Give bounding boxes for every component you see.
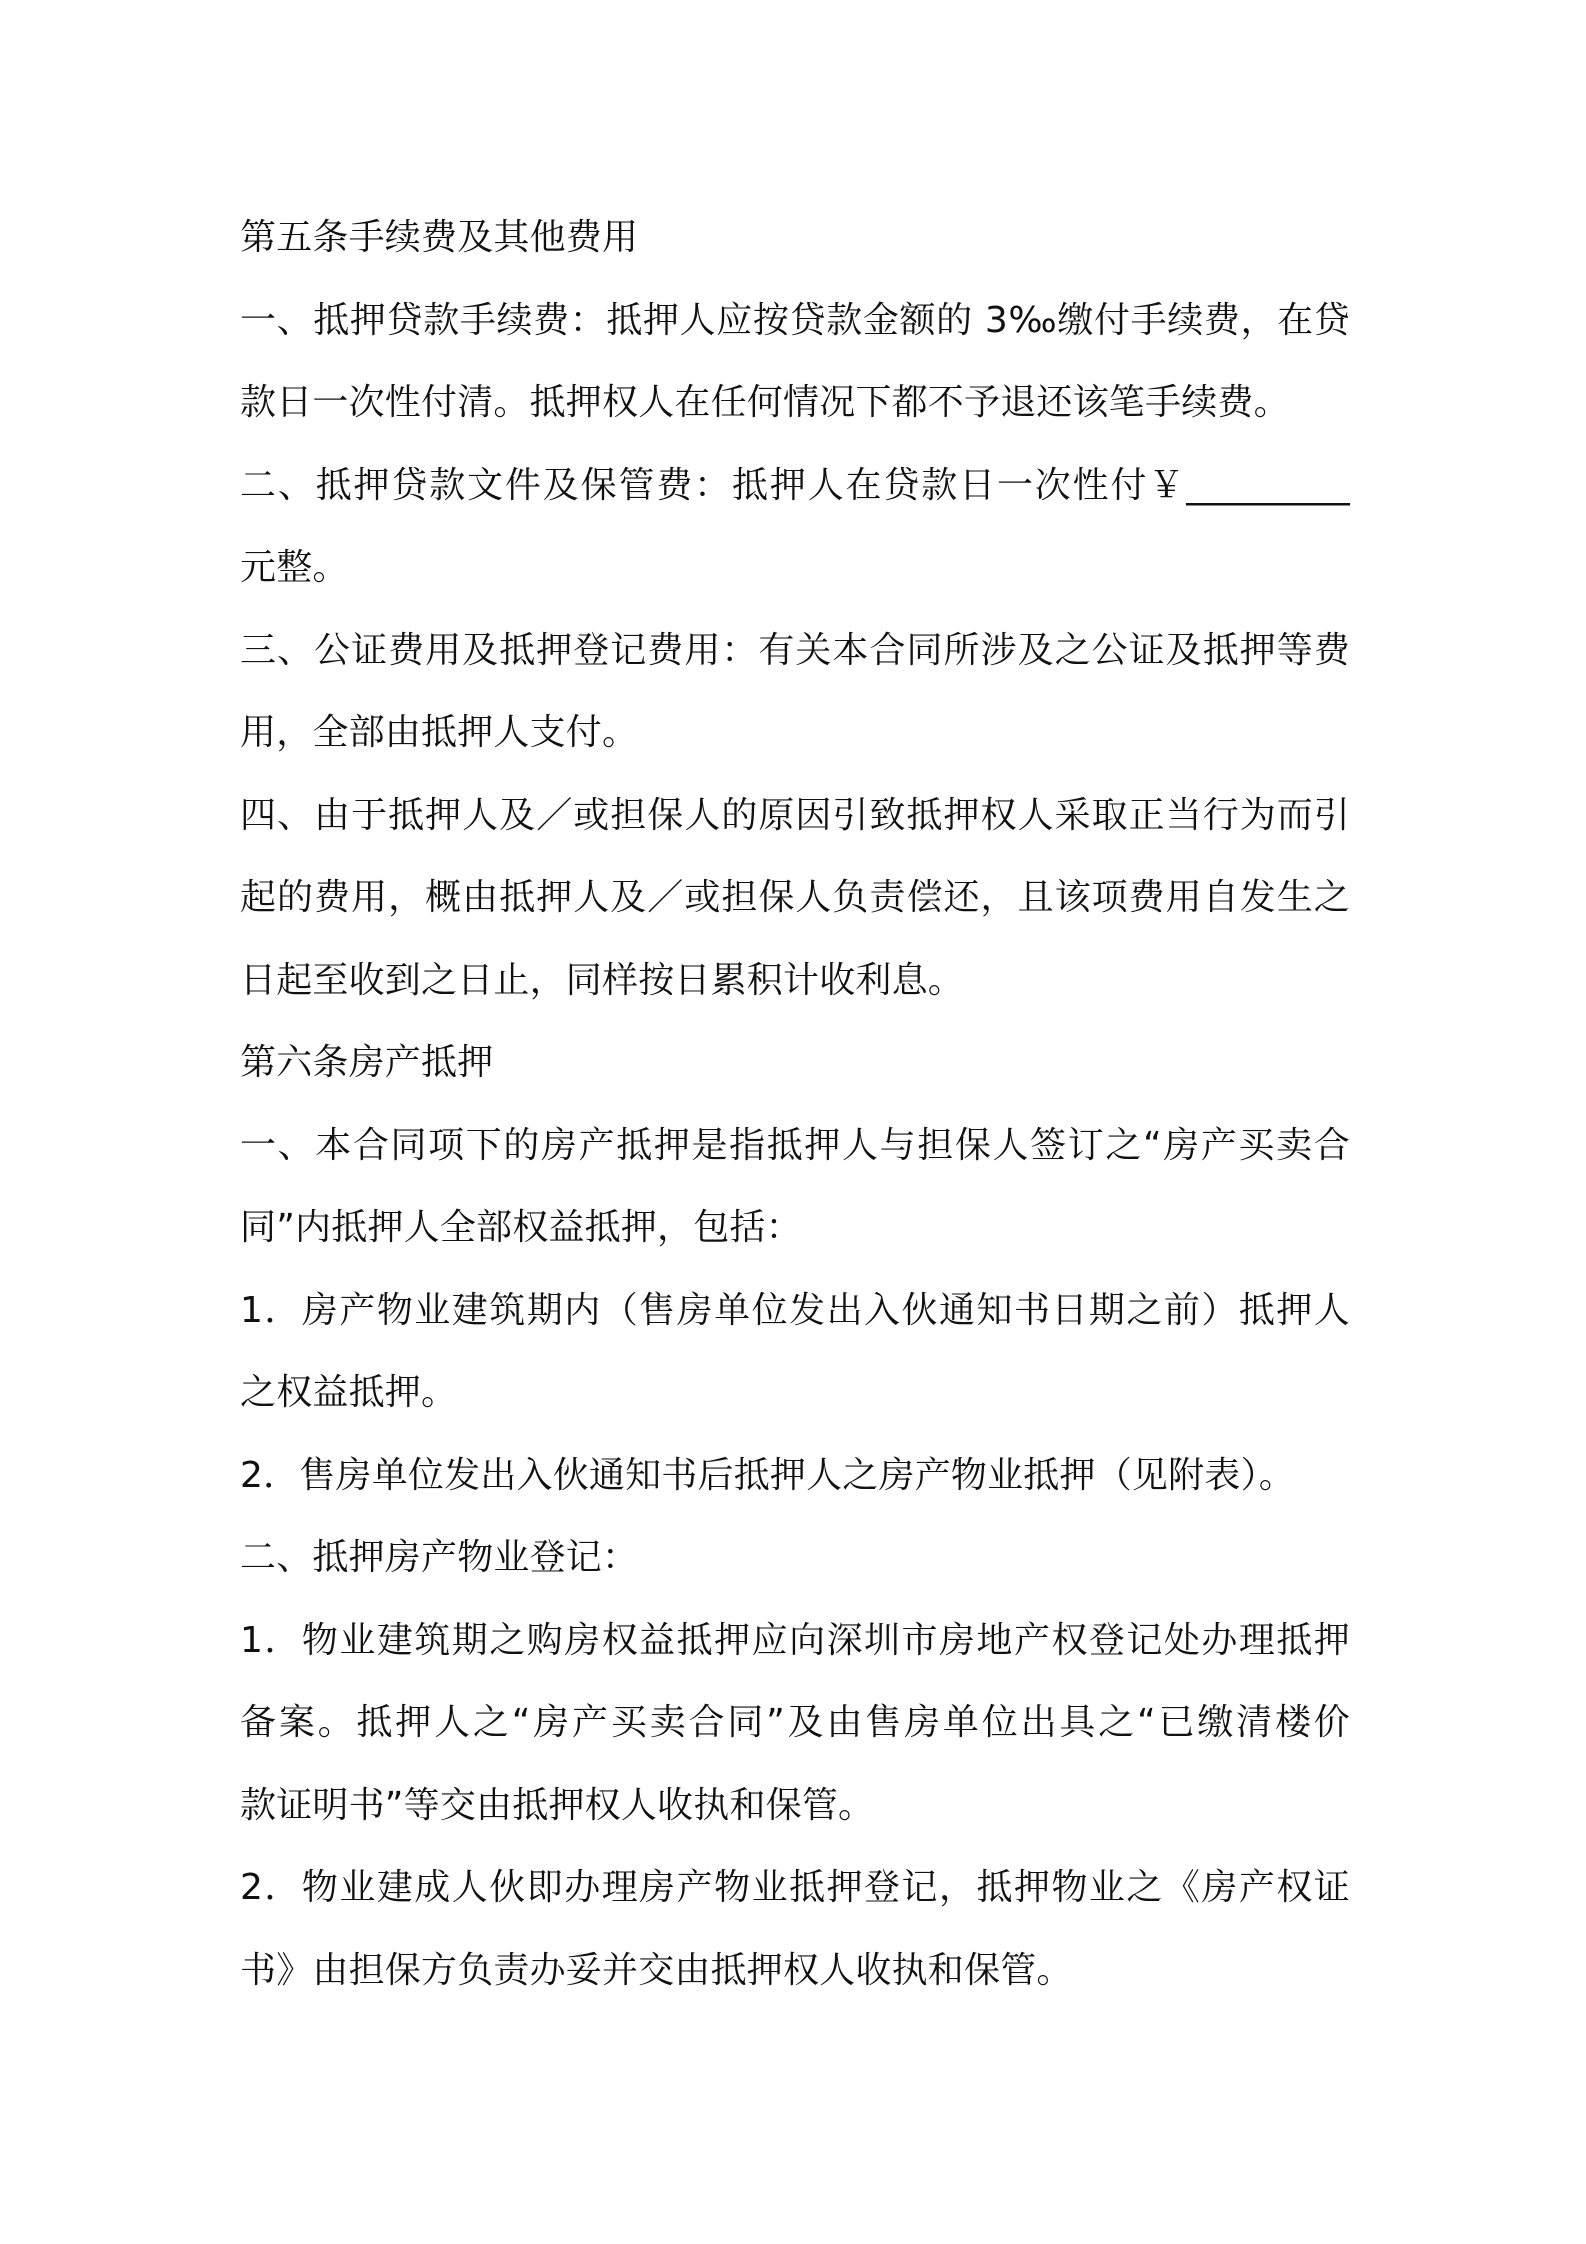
paragraph-line: 二、抵押贷款文件及保管费：抵押人在贷款日一次性付￥_________ [240,464,1350,506]
paragraph-line: 一、抵押贷款手续费：抵押人应按贷款金额的 3‰缴付手续费，在贷 [240,299,1350,341]
paragraph-line: 之权益抵押。 [240,1372,458,1413]
paragraph-line: 1．房产物业建筑期内（售房单位发出入伙通知书日期之前）抵押人 [240,1289,1350,1331]
document-body [240,197,1350,2012]
paragraph-line: 用，全部由抵押人支付。 [240,712,639,753]
paragraph-line: 2．售房单位发出入伙通知书后抵押人之房产物业抵押（见附表）。 [240,1454,1295,1496]
paragraph-line: 日起至收到之日止，同样按日累积计收利息。 [240,959,965,1001]
paragraph-line: 备案。抵押人之“房产买卖合同”及由售房单位出具之“已缴清楼价 [240,1702,1350,1743]
paragraph-line: 1．物业建筑期之购房权益抵押应向深圳市房地产权登记处办理抵押 [240,1619,1350,1661]
paragraph-line: 一、本合同项下的房产抵押是指抵押人与担保人签订之“房产买卖合 [240,1124,1350,1166]
paragraph-line: 同”内抵押人全部权益抵押，包括： [240,1207,802,1248]
paragraph-line: 款证明书”等交由抵押权人收执和保管。 [240,1784,875,1826]
section-title: 第五条手续费及其他费用 [240,217,639,258]
paragraph-line: 二、抵押房产物业登记： [240,1537,639,1578]
paragraph-line: 款日一次性付清。抵押权人在任何情况下都不予退还该笔手续费。 [240,382,1290,423]
paragraph-line: 元整。 [240,547,349,588]
paragraph-line: 书》由担保方负责办妥并交由抵押权人收执和保管。 [240,1949,1073,1991]
section-title: 第六条房产抵押 [240,1042,494,1083]
paragraph-line: 2．物业建成人伙即办理房产物业抵押登记，抵押物业之《房产权证 [240,1867,1350,1908]
paragraph-line: 三、公证费用及抵押登记费用：有关本合同所涉及之公证及抵押等费 [240,629,1350,671]
paragraph-line: 起的费用，概由抵押人及／或担保人负责偿还，且该项费用自发生之 [240,877,1350,918]
paragraph-line: 四、由于抵押人及／或担保人的原因引致抵押权人采取正当行为而引 [240,794,1350,836]
